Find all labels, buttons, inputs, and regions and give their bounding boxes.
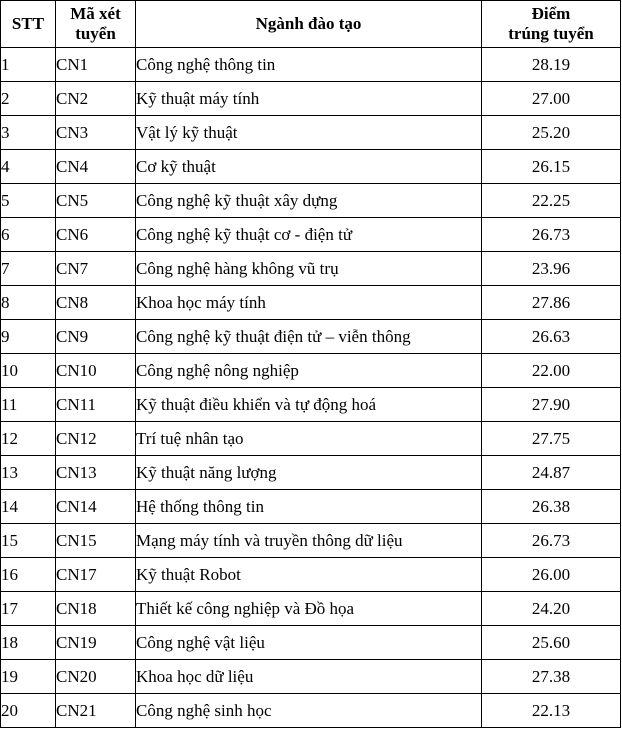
row-code: CN15 xyxy=(56,524,136,558)
row-stt: 18 xyxy=(1,626,56,660)
row-score: 26.73 xyxy=(482,524,621,558)
row-major: Kỹ thuật điều khiển và tự động hoá xyxy=(136,388,482,422)
row-code: CN7 xyxy=(56,252,136,286)
row-score: 24.20 xyxy=(482,592,621,626)
row-major: Công nghệ kỹ thuật cơ - điện tử xyxy=(136,218,482,252)
table-row xyxy=(1,82,621,116)
row-stt: 13 xyxy=(1,456,56,490)
row-major: Công nghệ nông nghiệp xyxy=(136,354,482,388)
table-row xyxy=(1,184,621,218)
table-row xyxy=(1,592,621,626)
row-major: Kỹ thuật máy tính xyxy=(136,82,482,116)
row-score: 27.86 xyxy=(482,286,621,320)
row-stt: 8 xyxy=(1,286,56,320)
row-major: Mạng máy tính và truyền thông dữ liệu xyxy=(136,524,482,558)
header-code-line2: tuyển xyxy=(75,24,116,43)
row-major: Công nghệ kỹ thuật xây dựng xyxy=(136,184,482,218)
row-code: CN20 xyxy=(56,660,136,694)
table-row xyxy=(1,252,621,286)
row-score: 25.20 xyxy=(482,116,621,150)
row-stt: 1 xyxy=(1,48,56,82)
row-score: 26.38 xyxy=(482,490,621,524)
row-major: Công nghệ sinh học xyxy=(136,694,482,728)
row-code: CN13 xyxy=(56,456,136,490)
table-row xyxy=(1,456,621,490)
row-score: 28.19 xyxy=(482,48,621,82)
row-code: CN6 xyxy=(56,218,136,252)
row-major: Khoa học máy tính xyxy=(136,286,482,320)
row-code: CN8 xyxy=(56,286,136,320)
header-score-line2: trúng tuyển xyxy=(508,24,594,43)
row-stt: 9 xyxy=(1,320,56,354)
row-stt: 7 xyxy=(1,252,56,286)
row-score: 26.73 xyxy=(482,218,621,252)
header-row xyxy=(1,1,621,48)
table-body xyxy=(1,48,621,728)
table-row xyxy=(1,150,621,184)
row-score: 27.75 xyxy=(482,422,621,456)
row-stt: 20 xyxy=(1,694,56,728)
row-stt: 19 xyxy=(1,660,56,694)
row-major: Trí tuệ nhân tạo xyxy=(136,422,482,456)
table-row xyxy=(1,660,621,694)
row-score: 27.90 xyxy=(482,388,621,422)
row-code: CN1 xyxy=(56,48,136,82)
table-row xyxy=(1,422,621,456)
row-score: 25.60 xyxy=(482,626,621,660)
row-major: Khoa học dữ liệu xyxy=(136,660,482,694)
table-row xyxy=(1,218,621,252)
row-major: Công nghệ hàng không vũ trụ xyxy=(136,252,482,286)
row-stt: 4 xyxy=(1,150,56,184)
table-header xyxy=(1,1,621,48)
row-stt: 2 xyxy=(1,82,56,116)
row-stt: 6 xyxy=(1,218,56,252)
row-stt: 17 xyxy=(1,592,56,626)
table-row xyxy=(1,286,621,320)
row-code: CN5 xyxy=(56,184,136,218)
row-stt: 5 xyxy=(1,184,56,218)
row-major: Kỹ thuật năng lượng xyxy=(136,456,482,490)
header-code-line1: Mã xét xyxy=(70,4,121,23)
row-stt: 15 xyxy=(1,524,56,558)
row-score: 23.96 xyxy=(482,252,621,286)
header-stt: STT xyxy=(1,1,56,48)
row-major: Kỹ thuật Robot xyxy=(136,558,482,592)
header-code xyxy=(56,1,136,48)
row-score: 22.25 xyxy=(482,184,621,218)
row-major: Công nghệ kỹ thuật điện tử – viễn thông xyxy=(136,320,482,354)
row-stt: 12 xyxy=(1,422,56,456)
row-code: CN14 xyxy=(56,490,136,524)
row-code: CN10 xyxy=(56,354,136,388)
table-row xyxy=(1,388,621,422)
header-score-line1: Điểm xyxy=(531,4,571,23)
row-major: Công nghệ thông tin xyxy=(136,48,482,82)
row-stt: 16 xyxy=(1,558,56,592)
row-score: 22.00 xyxy=(482,354,621,388)
table-row xyxy=(1,558,621,592)
row-stt: 10 xyxy=(1,354,56,388)
row-code: CN11 xyxy=(56,388,136,422)
row-code: CN3 xyxy=(56,116,136,150)
header-score xyxy=(482,1,621,48)
row-code: CN19 xyxy=(56,626,136,660)
row-code: CN17 xyxy=(56,558,136,592)
row-major: Vật lý kỹ thuật xyxy=(136,116,482,150)
row-stt: 14 xyxy=(1,490,56,524)
table-row xyxy=(1,48,621,82)
row-score: 26.15 xyxy=(482,150,621,184)
table-row xyxy=(1,490,621,524)
table-row xyxy=(1,524,621,558)
row-score: 24.87 xyxy=(482,456,621,490)
table-row xyxy=(1,320,621,354)
row-code: CN4 xyxy=(56,150,136,184)
table-row xyxy=(1,694,621,728)
header-major: Ngành đào tạo xyxy=(136,1,482,48)
row-code: CN2 xyxy=(56,82,136,116)
row-score: 27.38 xyxy=(482,660,621,694)
row-major: Thiết kế công nghiệp và Đồ họa xyxy=(136,592,482,626)
table-row xyxy=(1,354,621,388)
row-stt: 11 xyxy=(1,388,56,422)
row-code: CN12 xyxy=(56,422,136,456)
table-row xyxy=(1,116,621,150)
row-score: 26.63 xyxy=(482,320,621,354)
row-score: 26.00 xyxy=(482,558,621,592)
row-major: Cơ kỹ thuật xyxy=(136,150,482,184)
row-major: Công nghệ vật liệu xyxy=(136,626,482,660)
row-code: CN21 xyxy=(56,694,136,728)
row-code: CN9 xyxy=(56,320,136,354)
row-major: Hệ thống thông tin xyxy=(136,490,482,524)
row-score: 27.00 xyxy=(482,82,621,116)
row-score: 22.13 xyxy=(482,694,621,728)
row-stt: 3 xyxy=(1,116,56,150)
table-row xyxy=(1,626,621,660)
row-code: CN18 xyxy=(56,592,136,626)
